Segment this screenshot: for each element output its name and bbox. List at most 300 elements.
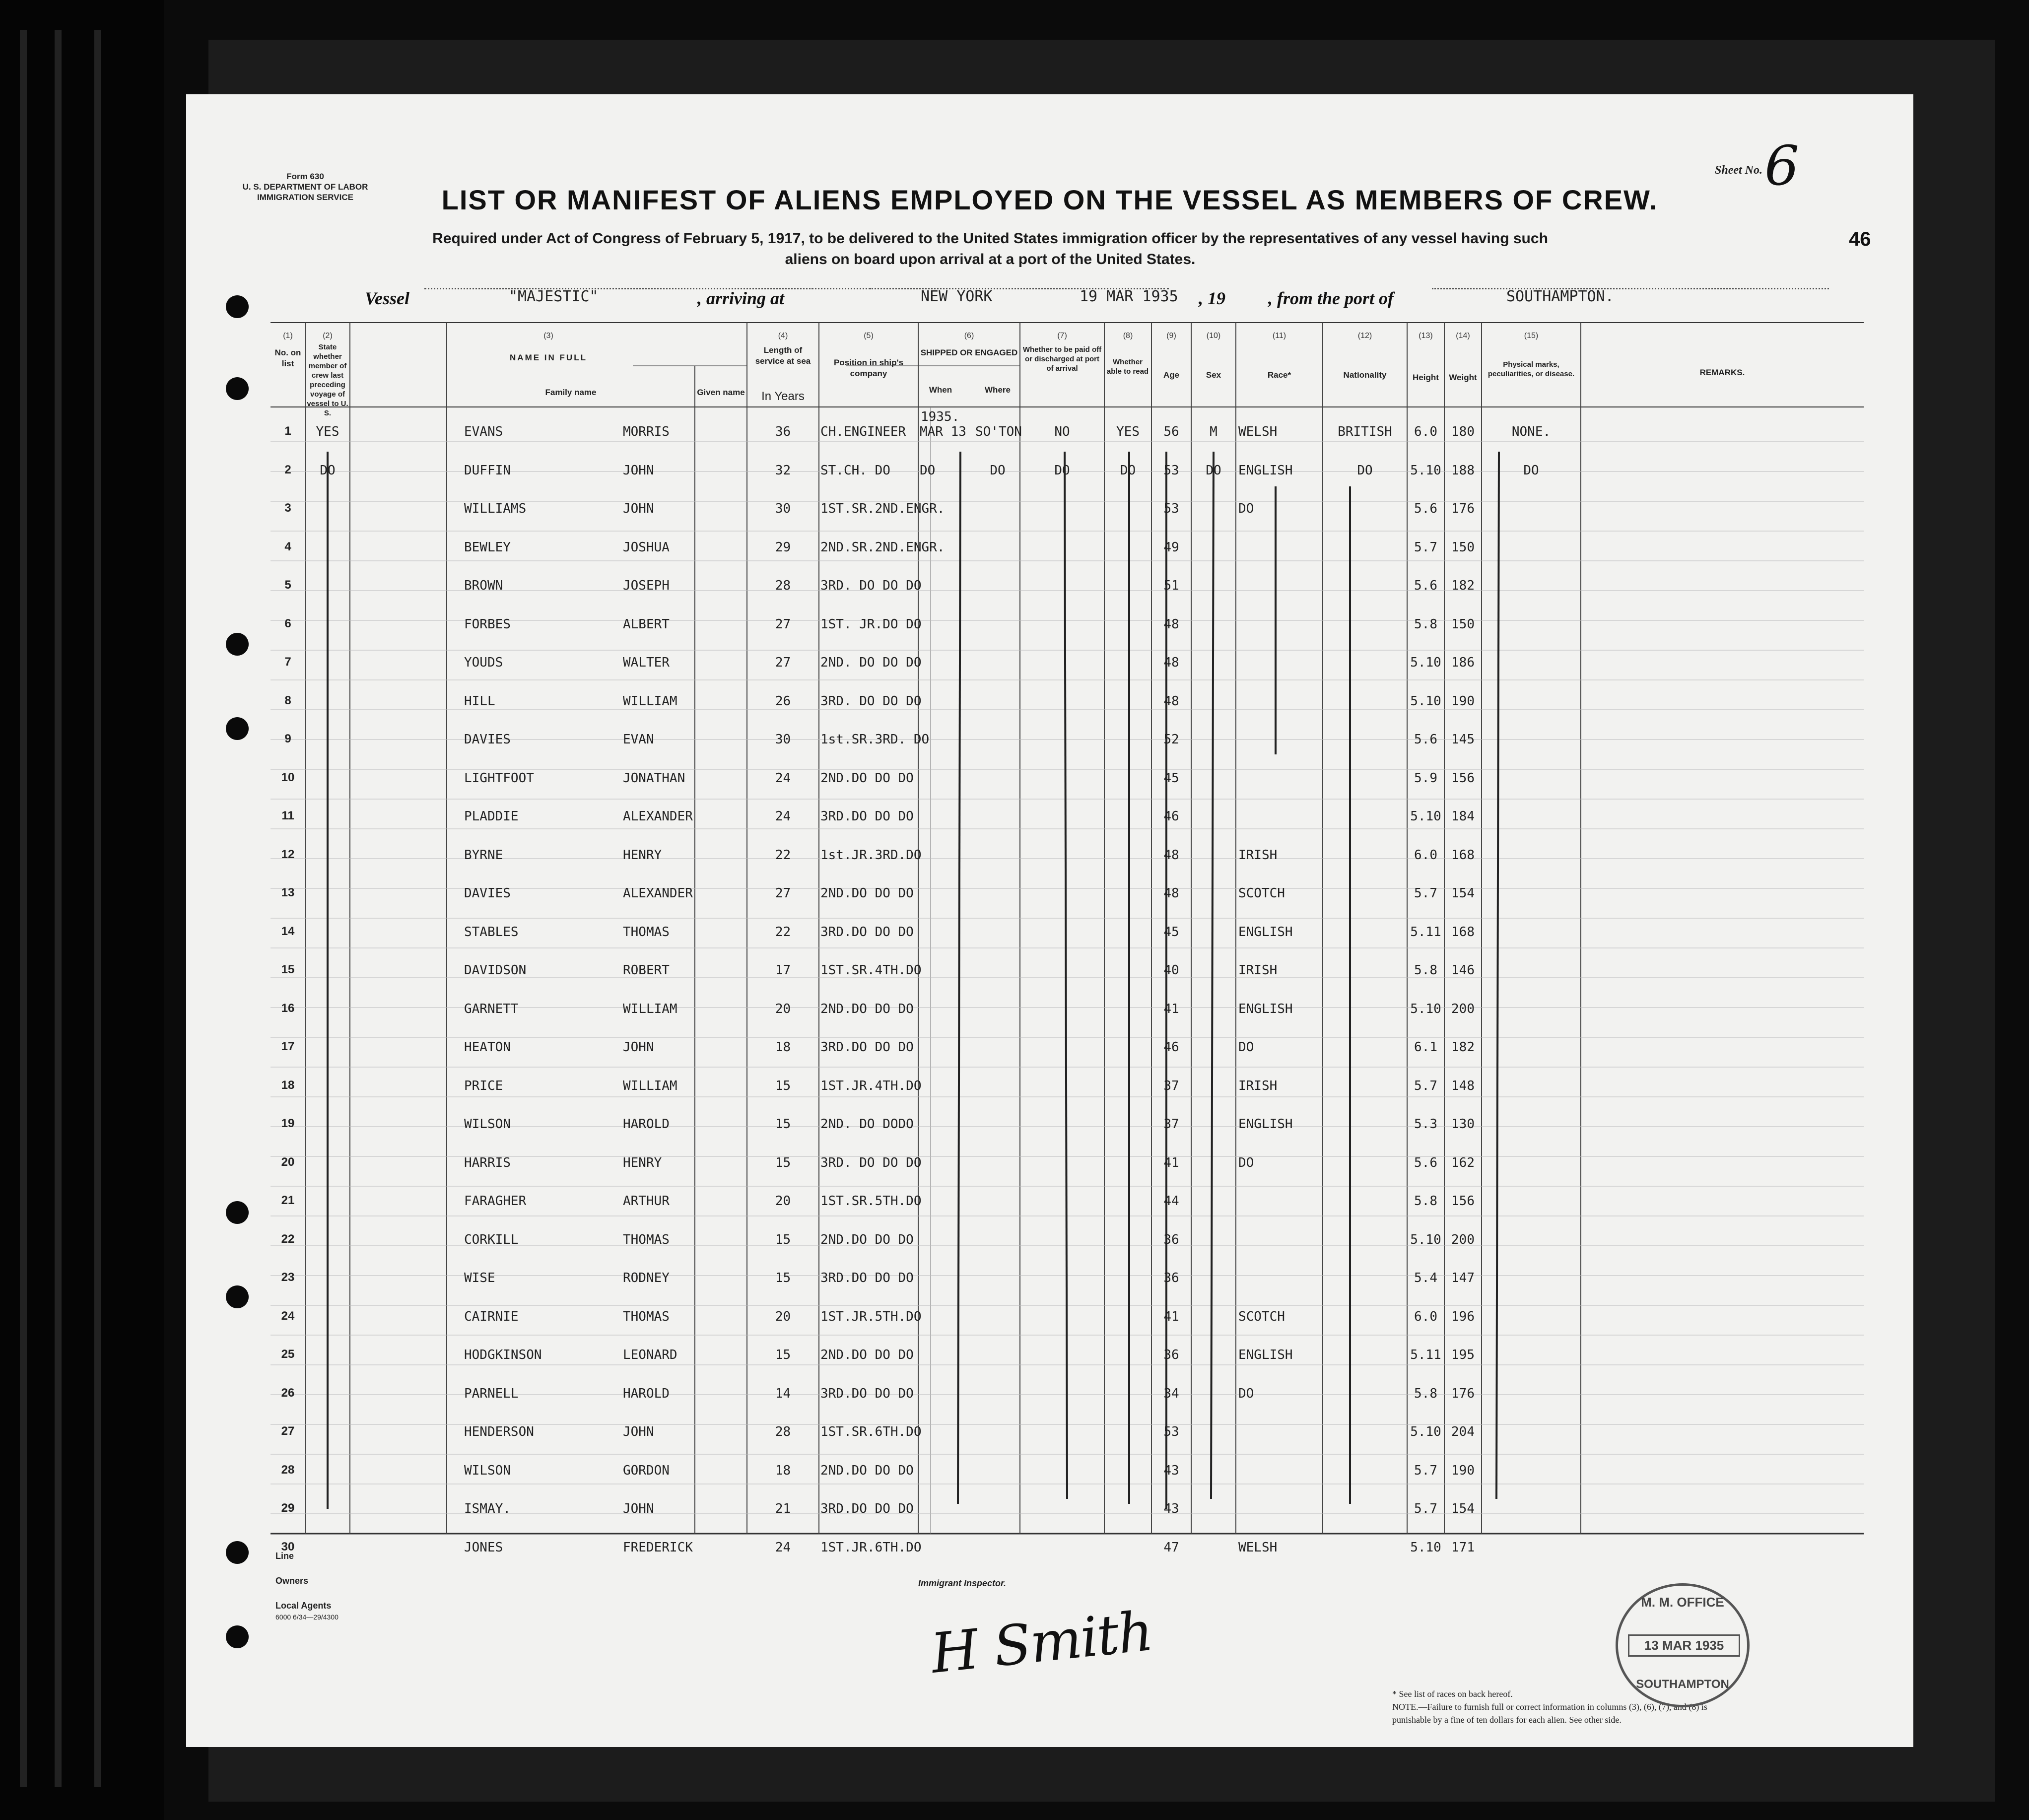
cell-weight: 154 (1451, 1501, 1475, 1516)
table-row (186, 463, 1913, 493)
cell-family: DAVIES (464, 732, 511, 747)
cell-weight: 204 (1451, 1424, 1475, 1439)
cell-height: 6.0 (1414, 1309, 1437, 1324)
cell-height: 5.11 (1410, 1348, 1441, 1362)
cell-no: 18 (281, 1079, 295, 1092)
cell-family: DAVIDSON (464, 963, 527, 978)
table-row (186, 1424, 1913, 1454)
cell-race: DO (1238, 1040, 1254, 1055)
cell-age: 41 (1163, 1002, 1179, 1016)
cell-given: EVAN (623, 732, 654, 747)
stamp-port: SOUTHAMPTON (1636, 1678, 1729, 1691)
cell-position: 3RD.DO DO DO (820, 1386, 914, 1401)
cell-years: 30 (775, 732, 791, 747)
cell-position: 1ST.SR.6TH.DO (820, 1424, 922, 1439)
cell-no: 6 (284, 617, 291, 630)
cell-height: 5.10 (1410, 1232, 1441, 1247)
cell-given: JOHN (623, 1040, 654, 1055)
col-4-number: (4) (778, 332, 788, 340)
cell-given: JOSHUA (623, 540, 670, 555)
cell-family: JONES (464, 1540, 503, 1555)
cell-family: HARRIS (464, 1155, 511, 1170)
cell-given: HAROLD (623, 1386, 670, 1401)
cell-position: 2ND.DO DO DO (820, 771, 914, 786)
cell-height: 5.10 (1410, 1002, 1441, 1016)
table-row (186, 694, 1913, 724)
cell-years: 17 (775, 963, 791, 978)
table-row (186, 1271, 1913, 1300)
binder-strip (20, 30, 27, 1787)
cell-position: 1ST. JR.DO DO (820, 617, 922, 632)
col-15-header: Physical marks, peculiarities, or disease. (1488, 360, 1575, 378)
cell-family: CORKILL (464, 1232, 519, 1247)
cell-position: 2ND.DO DO DO (820, 1002, 914, 1016)
col-7-header: Whether to be paid off or discharged at port of arrival (1022, 345, 1102, 373)
cell-family: ISMAY. (464, 1501, 511, 1516)
cell-height: 6.0 (1414, 424, 1437, 439)
cell-weight: 182 (1451, 1040, 1475, 1055)
cell-position: 2ND.SR.2ND.ENGR. (820, 540, 945, 555)
cell-family: WILSON (464, 1117, 511, 1132)
cell-weight: 171 (1451, 1540, 1475, 1555)
cell-position: 3RD. DO DO DO (820, 1155, 922, 1170)
cell-no: 20 (281, 1155, 295, 1169)
cell-paid: DO (1054, 463, 1070, 478)
cell-family: LIGHTFOOT (464, 771, 534, 786)
cell-given: HENRY (623, 848, 662, 863)
binder-edge (0, 0, 164, 1820)
cell-no: 21 (281, 1194, 295, 1207)
cell-family: GARNETT (464, 1002, 519, 1016)
cell-age: 41 (1163, 1309, 1179, 1324)
col-9-number: (9) (1166, 332, 1176, 340)
line-label: Line (275, 1551, 294, 1561)
col-13-number: (13) (1419, 332, 1433, 340)
cell-years: 21 (775, 1501, 791, 1516)
cell-weight: 195 (1451, 1348, 1475, 1362)
cell-years: 32 (775, 463, 791, 478)
table-row (186, 501, 1913, 531)
cell-age: 37 (1163, 1079, 1179, 1093)
cell-given: THOMAS (623, 1232, 670, 1247)
cell-family: EVANS (464, 424, 503, 439)
cell-age: 48 (1163, 617, 1179, 632)
cell-age: 48 (1163, 694, 1179, 709)
cell-position: CH.ENGINEER (820, 424, 906, 439)
col-12-header: Nationality (1343, 370, 1387, 380)
cell-weight: 176 (1451, 1386, 1475, 1401)
cell-position: 1ST.SR.2ND.ENGR. (820, 501, 945, 516)
cell-when: DO (920, 463, 936, 478)
cell-years: 15 (775, 1079, 791, 1093)
table-row (186, 1309, 1913, 1339)
cell-race: WELSH (1238, 424, 1278, 439)
cell-position: 2ND.DO DO DO (820, 1232, 914, 1247)
cell-family: WISE (464, 1271, 495, 1285)
cell-race: DO (1238, 1155, 1254, 1170)
cell-height: 5.4 (1414, 1271, 1437, 1285)
cell-sex: DO (1206, 463, 1221, 478)
given-name-header: Given name (697, 388, 745, 397)
table-row (186, 848, 1913, 877)
cell-years: 27 (775, 655, 791, 670)
cell-position: 2ND.DO DO DO (820, 886, 914, 901)
cell-weight: 182 (1451, 578, 1475, 593)
cell-position: 3RD. DO DO DO (820, 578, 922, 593)
cell-family: WILSON (464, 1463, 511, 1478)
col-15-number: (15) (1524, 332, 1539, 340)
cell-family: HODGKINSON (464, 1348, 542, 1362)
cell-age: 43 (1163, 1501, 1179, 1516)
years-unit-label: In Years (761, 390, 805, 403)
cell-years: 26 (775, 694, 791, 709)
col-8-header: Whether able to read (1106, 358, 1149, 376)
cell-weight: 168 (1451, 848, 1475, 863)
cell-given: THOMAS (623, 1309, 670, 1324)
cell-no: 12 (281, 848, 295, 861)
table-row (186, 1232, 1913, 1262)
col-11-number: (11) (1272, 332, 1286, 340)
cell-no: 29 (281, 1501, 295, 1515)
cell-race: DO (1238, 1386, 1254, 1401)
cell-years: 30 (775, 501, 791, 516)
cell-years: 20 (775, 1194, 791, 1209)
cell-age: 53 (1163, 463, 1179, 478)
cell-given: ARTHUR (623, 1194, 670, 1209)
cell-height: 5.10 (1410, 694, 1441, 709)
cell-given: GORDON (623, 1463, 670, 1478)
cell-given: ALBERT (623, 617, 670, 632)
cell-family: WILLIAMS (464, 501, 527, 516)
cell-race: SCOTCH (1238, 886, 1285, 901)
table-row (186, 655, 1913, 685)
cell-given: JONATHAN (623, 771, 685, 786)
cell-weight: 176 (1451, 501, 1475, 516)
table-row (186, 1079, 1913, 1108)
cell-height: 5.7 (1414, 1079, 1437, 1093)
cell-age: 34 (1163, 1386, 1179, 1401)
cell-no: 16 (281, 1002, 295, 1015)
cell-weight: 190 (1451, 694, 1475, 709)
crew-rows (186, 94, 1913, 1747)
manifest-title: LIST OR MANIFEST OF ALIENS EMPLOYED ON THE VESSEL AS MEMBERS OF CREW. (441, 184, 1658, 215)
vessel-label: Vessel (365, 288, 409, 308)
cell-height: 5.6 (1414, 501, 1437, 516)
col-9-header: Age (1163, 370, 1180, 380)
local-agents-label: Local Agents (275, 1601, 332, 1611)
cell-no: 2 (284, 463, 291, 476)
cell-when: MAR 13 (920, 424, 966, 439)
cell-position: 3RD.DO DO DO (820, 1501, 914, 1516)
cell-height: 5.10 (1410, 809, 1441, 824)
cell-years: 15 (775, 1348, 791, 1362)
cell-where: DO (990, 463, 1006, 478)
cell-age: 53 (1163, 501, 1179, 516)
cell-no: 1 (284, 424, 291, 438)
cell-nationality: BRITISH (1338, 424, 1392, 439)
cell-years: 24 (775, 809, 791, 824)
cell-race: ENGLISH (1238, 1117, 1293, 1132)
cell-position: 1ST.SR.5TH.DO (820, 1194, 922, 1209)
cell-no: 14 (281, 925, 295, 938)
col-12-number: (12) (1357, 332, 1372, 340)
cell-position: 2ND. DO DO DO (820, 655, 922, 670)
cell-weight: 156 (1451, 771, 1475, 786)
cell-height: 5.8 (1414, 1194, 1437, 1209)
cell-position: 3RD.DO DO DO (820, 1040, 914, 1055)
table-row (186, 1002, 1913, 1031)
cell-position: 1ST.JR.6TH.DO (820, 1540, 922, 1555)
cell-race: IRISH (1238, 848, 1278, 863)
cell-race: WELSH (1238, 1540, 1278, 1555)
cell-race: DO (1238, 501, 1254, 516)
cell-no: 4 (284, 540, 291, 553)
cell-height: 5.7 (1414, 886, 1437, 901)
cell-position: 2ND. DO DODO (820, 1117, 914, 1132)
cell-weight: 196 (1451, 1309, 1475, 1324)
cell-age: 41 (1163, 1155, 1179, 1170)
form-number: Form 630 (286, 172, 324, 181)
sheet-number-value: 6 (1764, 134, 1799, 198)
cell-given: JOSEPH (623, 578, 670, 593)
cell-nationality: DO (1357, 463, 1373, 478)
cell-race: ENGLISH (1238, 1348, 1293, 1362)
cell-years: 24 (775, 771, 791, 786)
cell-age: 43 (1163, 1463, 1179, 1478)
table-row (186, 1501, 1913, 1531)
binder-strip (55, 30, 62, 1787)
col-3-number: (3) (543, 332, 553, 340)
table-row (186, 617, 1913, 647)
cell-years: 22 (775, 925, 791, 940)
print-code: 6000 6/34—29/4300 (275, 1613, 338, 1621)
cell-read: DO (1120, 463, 1136, 478)
table-row (186, 771, 1913, 801)
subtitle-line-2: aliens on board upon arrival at a port of the United States. (785, 251, 1196, 268)
col-3-header: NAME IN FULL (510, 353, 587, 362)
cell-age: 36 (1163, 1348, 1179, 1362)
family-name-header: Family name (545, 388, 597, 397)
cell-family: FARAGHER (464, 1194, 527, 1209)
cell-no: 23 (281, 1271, 295, 1284)
cell-no: 13 (281, 886, 295, 899)
cell-years: 15 (775, 1271, 791, 1285)
cell-position: 3RD. DO DO DO (820, 694, 922, 709)
cell-given: JOHN (623, 1424, 654, 1439)
page-number: 46 (1849, 228, 1871, 250)
cell-age: 45 (1163, 771, 1179, 786)
cell-family: HENDERSON (464, 1424, 534, 1439)
cell-family: STABLES (464, 925, 519, 940)
cell-given: ROBERT (623, 963, 670, 978)
cell-height: 5.11 (1410, 925, 1441, 940)
col-7-number: (7) (1057, 332, 1067, 340)
cell-years: 28 (775, 1424, 791, 1439)
cell-family: BROWN (464, 578, 503, 593)
cell-position: 1ST.JR.5TH.DO (820, 1309, 922, 1324)
col-8-number: (8) (1123, 332, 1133, 340)
cell-height: 5.10 (1410, 655, 1441, 670)
department-name: U. S. DEPARTMENT OF LABOR (242, 182, 368, 192)
col-6-header: SHIPPED OR ENGAGED (920, 348, 1018, 357)
cell-given: WILLIAM (623, 1079, 677, 1093)
cell-race: ENGLISH (1238, 925, 1293, 940)
cell-height: 5.6 (1414, 1155, 1437, 1170)
cell-years: 18 (775, 1463, 791, 1478)
cell-given: RODNEY (623, 1271, 670, 1285)
cell-height: 5.7 (1414, 540, 1437, 555)
year-label: , 19 (1199, 288, 1225, 308)
cell-position: 1ST.SR.4TH.DO (820, 963, 922, 978)
binder-strip (94, 30, 101, 1787)
cell-years: 29 (775, 540, 791, 555)
cell-height: 6.1 (1414, 1040, 1437, 1055)
col-11-header: Race* (1267, 370, 1291, 380)
cell-read: YES (1116, 424, 1140, 439)
cell-family: HILL (464, 694, 495, 709)
cell-given: ALEXANDER (623, 886, 693, 901)
table-row (186, 1040, 1913, 1070)
cell-position: 1st.JR.3RD.DO (820, 848, 922, 863)
cell-no: 10 (281, 771, 295, 784)
cell-given: WILLIAM (623, 694, 677, 709)
cell-no: 27 (281, 1424, 295, 1438)
cell-weight: 145 (1451, 732, 1475, 747)
arriving-label: , arriving at (697, 288, 785, 308)
cell-race: IRISH (1238, 963, 1278, 978)
col-5-number: (5) (864, 332, 874, 340)
cell-weight: 147 (1451, 1271, 1475, 1285)
cell-age: 48 (1163, 655, 1179, 670)
cell-years: 15 (775, 1155, 791, 1170)
cell-years: 27 (775, 886, 791, 901)
cell-weight: 180 (1451, 424, 1475, 439)
table-row (186, 1194, 1913, 1223)
cell-no: 11 (281, 809, 294, 822)
cell-weight: 186 (1451, 655, 1475, 670)
cell-family: PARNELL (464, 1386, 519, 1401)
cell-family: FORBES (464, 617, 511, 632)
col-6-number: (6) (964, 332, 974, 340)
cell-marks: DO (1523, 463, 1539, 478)
cell-given: MORRIS (623, 424, 670, 439)
col-13-header: Height (1413, 373, 1439, 382)
cell-marks: NONE. (1511, 424, 1551, 439)
cell-given: ALEXANDER (623, 809, 693, 824)
cell-years: 18 (775, 1040, 791, 1055)
penalty-note: NOTE.—Failure to furnish full or correct information in columns (3), (6), (7), and (8) is punishable by a fine of ten dollars for each alien. See other side. (1392, 1702, 1707, 1725)
cell-family: PLADDIE (464, 809, 519, 824)
cell-given: WILLIAM (623, 1002, 677, 1016)
cell-age: 47 (1163, 1540, 1179, 1555)
cell-height: 5.8 (1414, 617, 1437, 632)
cell-position: 2ND.DO DO DO (820, 1463, 914, 1478)
cell-family: HEATON (464, 1040, 511, 1055)
cell-where: SO'TON (975, 424, 1022, 439)
cell-weight: 150 (1451, 540, 1475, 555)
cell-given: THOMAS (623, 925, 670, 940)
table-row (186, 424, 1913, 454)
cell-age: 45 (1163, 925, 1179, 940)
cell-weight: 168 (1451, 925, 1475, 940)
cell-family: YOUDS (464, 655, 503, 670)
cell-race: ENGLISH (1238, 1002, 1293, 1016)
cell-no: 15 (281, 963, 295, 976)
cell-height: 5.10 (1410, 1540, 1441, 1555)
stamp-office: M. M. OFFICE (1641, 1595, 1724, 1610)
cell-no: 30 (281, 1540, 295, 1553)
cell-height: 5.3 (1414, 1117, 1437, 1132)
cell-years: 20 (775, 1309, 791, 1324)
races-note: * See list of races on back hereof. (1392, 1689, 1513, 1699)
from-port: SOUTHAMPTON. (1506, 288, 1614, 305)
inspector-label: Immigrant Inspector. (918, 1578, 1007, 1588)
cell-given: JOHN (623, 463, 654, 478)
cell-weight: 156 (1451, 1194, 1475, 1209)
service-name: IMMIGRATION SERVICE (257, 193, 353, 202)
cell-height: 5.7 (1414, 1463, 1437, 1478)
cell-position: 1ST.JR.4TH.DO (820, 1079, 922, 1093)
cell-weight: 148 (1451, 1079, 1475, 1093)
cell-position: 3RD.DO DO DO (820, 809, 914, 824)
cell-age: 53 (1163, 1424, 1179, 1439)
table-row (186, 1463, 1913, 1493)
cell-age: 36 (1163, 1271, 1179, 1285)
table-row (186, 1155, 1913, 1185)
cell-age: 46 (1163, 1040, 1179, 1055)
sheet-number-label: Sheet No. (1715, 164, 1762, 177)
cell-height: 5.6 (1414, 578, 1437, 593)
cell-height: 5.8 (1414, 963, 1437, 978)
cell-given: JOHN (623, 1501, 654, 1516)
cell-no: 24 (281, 1309, 295, 1323)
cell-race: SCOTCH (1238, 1309, 1285, 1324)
col-10-header: Sex (1206, 370, 1221, 380)
cell-given: HAROLD (623, 1117, 670, 1132)
manifest-page (186, 94, 1913, 1747)
cell-weight: 162 (1451, 1155, 1475, 1170)
inspector-signature: H Smith (928, 1599, 1155, 1686)
cell-race: ENGLISH (1238, 463, 1293, 478)
col-10-number: (10) (1206, 332, 1221, 340)
when-header: When (929, 385, 952, 395)
cell-given: HENRY (623, 1155, 662, 1170)
from-port-label: , from the port of (1268, 288, 1394, 308)
cell-age: 36 (1163, 1232, 1179, 1247)
cell-position: ST.CH. DO (820, 463, 890, 478)
cell-family: CAIRNIE (464, 1309, 519, 1324)
table-row (186, 963, 1913, 993)
cell-age: 56 (1163, 424, 1179, 439)
cell-given: WALTER (623, 655, 670, 670)
cell-given: LEONARD (623, 1348, 677, 1362)
cell-weight: 154 (1451, 886, 1475, 901)
col-1-header: No. on list (274, 348, 301, 368)
cell-weight: 188 (1451, 463, 1475, 478)
cell-no: 28 (281, 1463, 295, 1477)
vessel-name: "MAJESTIC" (509, 288, 599, 305)
cell-height: 5.8 (1414, 1386, 1437, 1401)
cell-no: 5 (284, 578, 291, 592)
cell-age: 52 (1163, 732, 1179, 747)
cell-no: 17 (281, 1040, 295, 1053)
cell-no: 9 (284, 732, 291, 745)
cell-no: 25 (281, 1348, 295, 1361)
cell-position: 1st.SR.3RD. DO (820, 732, 930, 747)
cell-position: 2ND.DO DO DO (820, 1348, 914, 1362)
cell-family: BEWLEY (464, 540, 511, 555)
cell-height: 5.10 (1410, 1424, 1441, 1439)
